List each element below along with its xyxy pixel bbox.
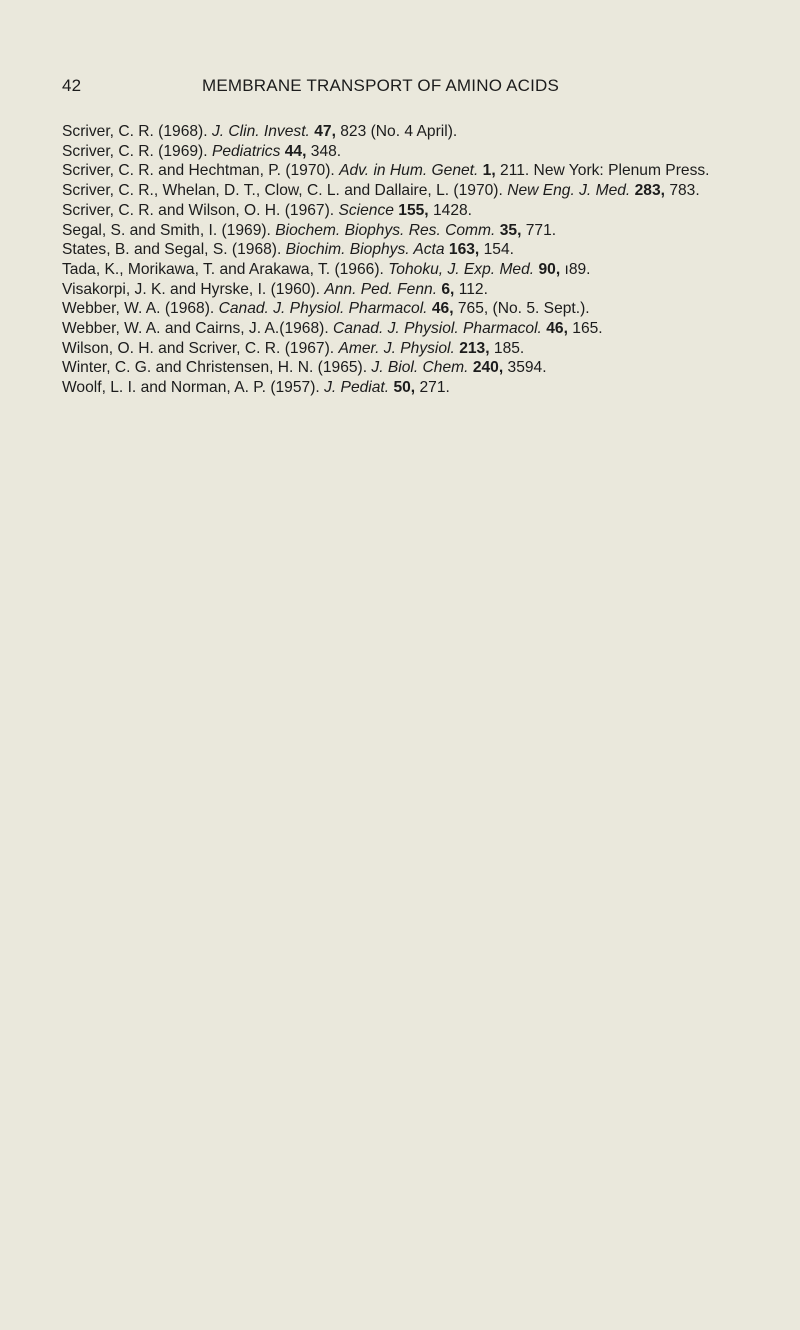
- reference-pages: 3594.: [507, 359, 547, 377]
- reference-volume: 46,: [431, 300, 454, 318]
- reference-volume: 1,: [482, 162, 496, 180]
- reference-authors: Tada, K., Morikawa, T. and Arakawa, T. (1966).: [62, 260, 384, 278]
- reference-journal: Canad. J. Physiol. Pharmacol.: [333, 320, 542, 338]
- reference-volume: 90,: [538, 260, 561, 278]
- reference-journal: Pediatrics: [211, 142, 281, 160]
- reference-authors: Wilson, O. H. and Scriver, C. R. (1967).: [62, 339, 335, 357]
- reference-item: [62, 122, 742, 142]
- reference-item: [62, 299, 742, 319]
- reference-pages: 211. New York: Plenum Press.: [500, 162, 710, 180]
- reference-pages: 1428.: [432, 201, 473, 219]
- reference-item: [62, 181, 742, 201]
- reference-authors: Scriver, C. R. (1969).: [62, 142, 208, 160]
- reference-journal: J. Biol. Chem.: [371, 359, 469, 377]
- reference-pages: 165.: [572, 320, 603, 338]
- reference-item: [62, 260, 742, 280]
- reference-authors: Winter, C. G. and Christensen, H. N. (1965).: [62, 359, 368, 377]
- reference-pages: 185.: [493, 339, 525, 357]
- reference-volume: 283,: [634, 182, 665, 200]
- reference-journal: Amer. J. Physiol.: [338, 339, 455, 357]
- reference-authors: Woolf, L. I. and Norman, A. P. (1957).: [62, 379, 320, 397]
- reference-volume: 155,: [398, 201, 429, 219]
- reference-item: [62, 161, 742, 181]
- reference-pages: 112.: [458, 280, 488, 298]
- reference-item: [62, 201, 742, 221]
- reference-authors: Webber, W. A. and Cairns, J. A.(1968).: [62, 320, 329, 338]
- reference-journal: Biochim. Biophys. Acta: [285, 241, 445, 259]
- reference-pages: 271.: [419, 379, 450, 397]
- reference-journal: J. Pediat.: [324, 379, 390, 397]
- page-header: [62, 76, 742, 100]
- reference-journal: Adv. in Hum. Genet.: [339, 162, 479, 180]
- reference-pages: 771.: [525, 221, 557, 239]
- reference-pages: 823 (No. 4 April).: [340, 123, 458, 140]
- reference-authors: Scriver, C. R. and Hechtman, P. (1970).: [62, 162, 335, 180]
- reference-authors: Scriver, C. R. and Wilson, O. H. (1967).: [62, 201, 335, 219]
- reference-volume: 6,: [441, 280, 455, 298]
- reference-authors: States, B. and Segal, S. (1968).: [62, 241, 282, 259]
- reference-pages: 765, (No. 5. Sept.).: [457, 300, 590, 318]
- reference-journal: New Eng. J. Med.: [507, 182, 631, 200]
- running-title: MEMBRANE TRANSPORT OF AMINO ACIDS: [202, 76, 560, 95]
- page-number: 42: [62, 76, 82, 95]
- reference-volume: 163,: [448, 241, 480, 259]
- reference-authors: Scriver, C. R., Whelan, D. T., Clow, C. L. and Dallaire, L. (1970).: [62, 182, 503, 200]
- reference-journal: Tohoku, J. Exp. Med.: [388, 260, 535, 278]
- reference-volume: 35,: [499, 221, 522, 239]
- reference-authors: Visakorpi, J. K. and Hyrske, I. (1960).: [62, 280, 320, 298]
- reference-item: [62, 319, 742, 339]
- reference-volume: 47,: [314, 123, 336, 140]
- reference-authors: Scriver, C. R. (1968).: [62, 123, 208, 140]
- reference-list: [62, 122, 742, 398]
- reference-journal: Ann. Ped. Fenn.: [324, 280, 438, 298]
- reference-item: [62, 339, 742, 359]
- reference-volume: 44,: [284, 142, 307, 160]
- reference-item: [62, 378, 742, 398]
- reference-pages: 783.: [669, 182, 700, 200]
- reference-item: [62, 142, 742, 162]
- reference-item: [62, 280, 742, 300]
- reference-item: [62, 358, 742, 378]
- reference-journal: J. Clin. Invest.: [211, 123, 310, 140]
- reference-volume: 46,: [546, 320, 568, 338]
- reference-volume: 213,: [459, 339, 490, 357]
- reference-authors: Segal, S. and Smith, I. (1969).: [62, 221, 271, 239]
- reference-authors: Webber, W. A. (1968).: [62, 300, 215, 318]
- reference-item: [62, 221, 742, 241]
- reference-journal: Canad. J. Physiol. Pharmacol.: [218, 300, 428, 318]
- reference-volume: 50,: [393, 379, 416, 397]
- reference-pages: 154.: [483, 241, 514, 259]
- reference-journal: Biochem. Biophys. Res. Comm.: [275, 221, 496, 239]
- reference-pages: 348.: [310, 142, 342, 160]
- reference-journal: Science: [338, 201, 394, 219]
- reference-volume: 240,: [472, 359, 504, 377]
- reference-pages: ı89.: [564, 260, 591, 278]
- reference-item: [62, 240, 742, 260]
